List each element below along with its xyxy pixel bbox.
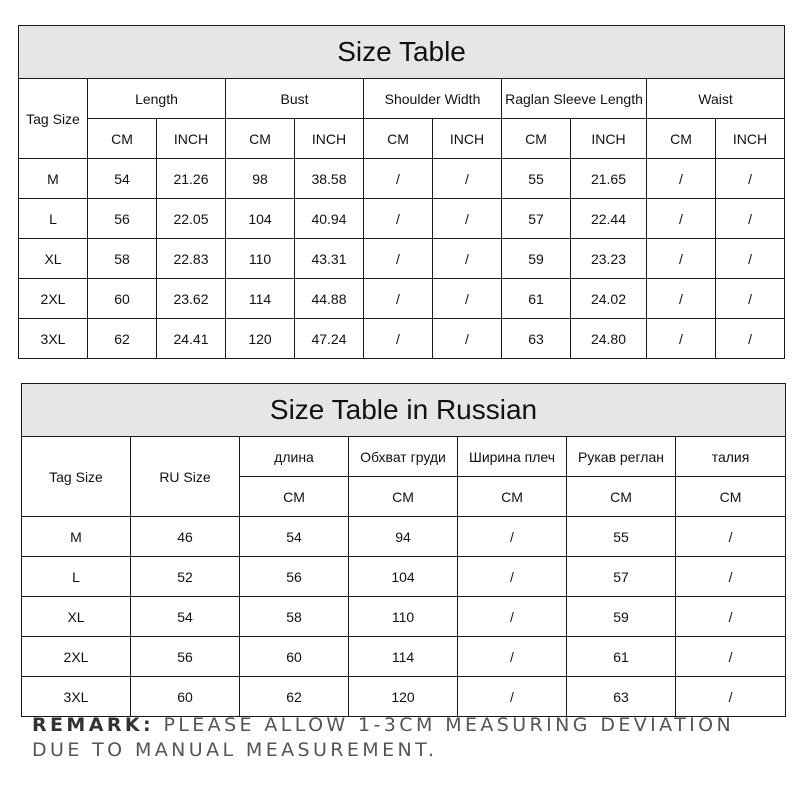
table-row <box>19 199 785 239</box>
table-cell: 54 <box>240 517 349 557</box>
unit-cell: INCH <box>433 119 502 159</box>
table-cell: 24.41 <box>157 319 226 359</box>
unit-cell: CM <box>458 477 567 517</box>
table-cell: 94 <box>349 517 458 557</box>
table-cell: / <box>458 637 567 677</box>
unit-cell: CM <box>676 477 786 517</box>
unit-cell: CM <box>349 477 458 517</box>
table-cell: / <box>676 677 786 717</box>
table-cell: 55 <box>502 159 571 199</box>
table-cell: 59 <box>502 239 571 279</box>
table-cell: 57 <box>567 557 676 597</box>
table-cell: 114 <box>349 637 458 677</box>
unit-cell: INCH <box>295 119 364 159</box>
table-row <box>22 517 786 557</box>
table-cell: / <box>716 239 785 279</box>
tag-size-cell: 3XL <box>22 677 131 717</box>
raglan-sleeve-length-header: Raglan Sleeve Length <box>502 79 647 119</box>
table-cell: 63 <box>567 677 676 717</box>
unit-cell: CM <box>364 119 433 159</box>
table-cell: 21.65 <box>571 159 647 199</box>
length-header: длина <box>240 437 349 477</box>
table-cell: 62 <box>88 319 157 359</box>
table-cell: / <box>458 597 567 637</box>
bust-header: Обхват груди <box>349 437 458 477</box>
table-cell: / <box>647 159 716 199</box>
table-row <box>19 279 785 319</box>
unit-cell: INCH <box>716 119 785 159</box>
remark-label: REMARK: <box>32 714 154 736</box>
table-cell: / <box>647 199 716 239</box>
tag-size-header: Tag Size <box>22 437 131 517</box>
size-table-russian <box>21 383 786 717</box>
table-cell: 58 <box>88 239 157 279</box>
table-cell: / <box>676 637 786 677</box>
tag-size-cell: 3XL <box>19 319 88 359</box>
tag-size-cell: L <box>22 557 131 597</box>
table-row <box>19 319 785 359</box>
table-cell: 61 <box>502 279 571 319</box>
table-row <box>22 677 786 717</box>
table-cell: 59 <box>567 597 676 637</box>
table-cell: 22.05 <box>157 199 226 239</box>
unit-row <box>19 119 785 159</box>
table-cell: 22.83 <box>157 239 226 279</box>
tag-size-cell: L <box>19 199 88 239</box>
table-cell: / <box>433 239 502 279</box>
table-cell: 98 <box>226 159 295 199</box>
unit-cell: CM <box>647 119 716 159</box>
shoulder-width-header: Shoulder Width <box>364 79 502 119</box>
table-cell: 58 <box>240 597 349 637</box>
table-cell: / <box>716 319 785 359</box>
table-cell: 104 <box>226 199 295 239</box>
table-cell: 46 <box>131 517 240 557</box>
table-cell: / <box>676 517 786 557</box>
table-cell: 110 <box>349 597 458 637</box>
table-cell: 52 <box>131 557 240 597</box>
raglan-sleeve-header: Рукав реглан <box>567 437 676 477</box>
remark-text: PLEASE ALLOW 1-3CM MEASURING DEVIATION DUE TO MANUAL MEASUREMENT. <box>32 714 735 761</box>
table-cell: 24.80 <box>571 319 647 359</box>
table-cell: / <box>364 239 433 279</box>
shoulder-width-header: Ширина плеч <box>458 437 567 477</box>
table-cell: / <box>364 199 433 239</box>
waist-header: Waist <box>647 79 785 119</box>
waist-header: талия <box>676 437 786 477</box>
table-cell: 60 <box>88 279 157 319</box>
table-row <box>22 597 786 637</box>
tag-size-cell: 2XL <box>22 637 131 677</box>
unit-cell: CM <box>88 119 157 159</box>
unit-cell: CM <box>502 119 571 159</box>
table-cell: / <box>364 159 433 199</box>
table-cell: / <box>458 677 567 717</box>
table-cell: 63 <box>502 319 571 359</box>
table-cell: / <box>647 319 716 359</box>
ru-size-header: RU Size <box>131 437 240 517</box>
table-cell: / <box>716 199 785 239</box>
table-title: Size Table <box>19 26 785 79</box>
bust-header: Bust <box>226 79 364 119</box>
table-cell: 23.62 <box>157 279 226 319</box>
table-cell: / <box>433 319 502 359</box>
table-cell: / <box>716 279 785 319</box>
unit-cell: CM <box>240 477 349 517</box>
table-cell: 40.94 <box>295 199 364 239</box>
length-header: Length <box>88 79 226 119</box>
table-cell: 60 <box>131 677 240 717</box>
table-cell: 24.02 <box>571 279 647 319</box>
table-cell: 62 <box>240 677 349 717</box>
unit-cell: CM <box>567 477 676 517</box>
tag-size-cell: XL <box>22 597 131 637</box>
table-cell: / <box>647 239 716 279</box>
tag-size-cell: M <box>19 159 88 199</box>
table-cell: 21.26 <box>157 159 226 199</box>
table-cell: / <box>364 279 433 319</box>
table-cell: 120 <box>226 319 295 359</box>
tag-size-header: Tag Size <box>19 79 88 159</box>
table-cell: 57 <box>502 199 571 239</box>
table-cell: 120 <box>349 677 458 717</box>
table-row <box>19 239 785 279</box>
table-cell: 43.31 <box>295 239 364 279</box>
size-table <box>18 25 785 359</box>
table-cell: / <box>458 557 567 597</box>
table-cell: 114 <box>226 279 295 319</box>
table-cell: / <box>433 199 502 239</box>
table-row <box>19 159 785 199</box>
table-cell: 56 <box>240 557 349 597</box>
table-cell: 54 <box>131 597 240 637</box>
table-cell: / <box>676 557 786 597</box>
table-row <box>22 637 786 677</box>
table-cell: 56 <box>131 637 240 677</box>
remark-note <box>32 713 792 763</box>
table-cell: 55 <box>567 517 676 557</box>
table-cell: / <box>433 159 502 199</box>
table-cell: 38.58 <box>295 159 364 199</box>
table-cell: / <box>364 319 433 359</box>
table-row <box>22 557 786 597</box>
table-cell: 61 <box>567 637 676 677</box>
table-title: Size Table in Russian <box>22 384 786 437</box>
table-cell: / <box>716 159 785 199</box>
table-cell: 60 <box>240 637 349 677</box>
tag-size-cell: 2XL <box>19 279 88 319</box>
table-cell: 110 <box>226 239 295 279</box>
tag-size-cell: M <box>22 517 131 557</box>
table-cell: 22.44 <box>571 199 647 239</box>
table-cell: / <box>433 279 502 319</box>
table-cell: 54 <box>88 159 157 199</box>
table-cell: 56 <box>88 199 157 239</box>
table-cell: / <box>676 597 786 637</box>
unit-cell: INCH <box>157 119 226 159</box>
unit-cell: CM <box>226 119 295 159</box>
unit-cell: INCH <box>571 119 647 159</box>
table-cell: 23.23 <box>571 239 647 279</box>
table-cell: / <box>647 279 716 319</box>
table-cell: / <box>458 517 567 557</box>
table-cell: 104 <box>349 557 458 597</box>
tag-size-cell: XL <box>19 239 88 279</box>
table-cell: 47.24 <box>295 319 364 359</box>
table-cell: 44.88 <box>295 279 364 319</box>
